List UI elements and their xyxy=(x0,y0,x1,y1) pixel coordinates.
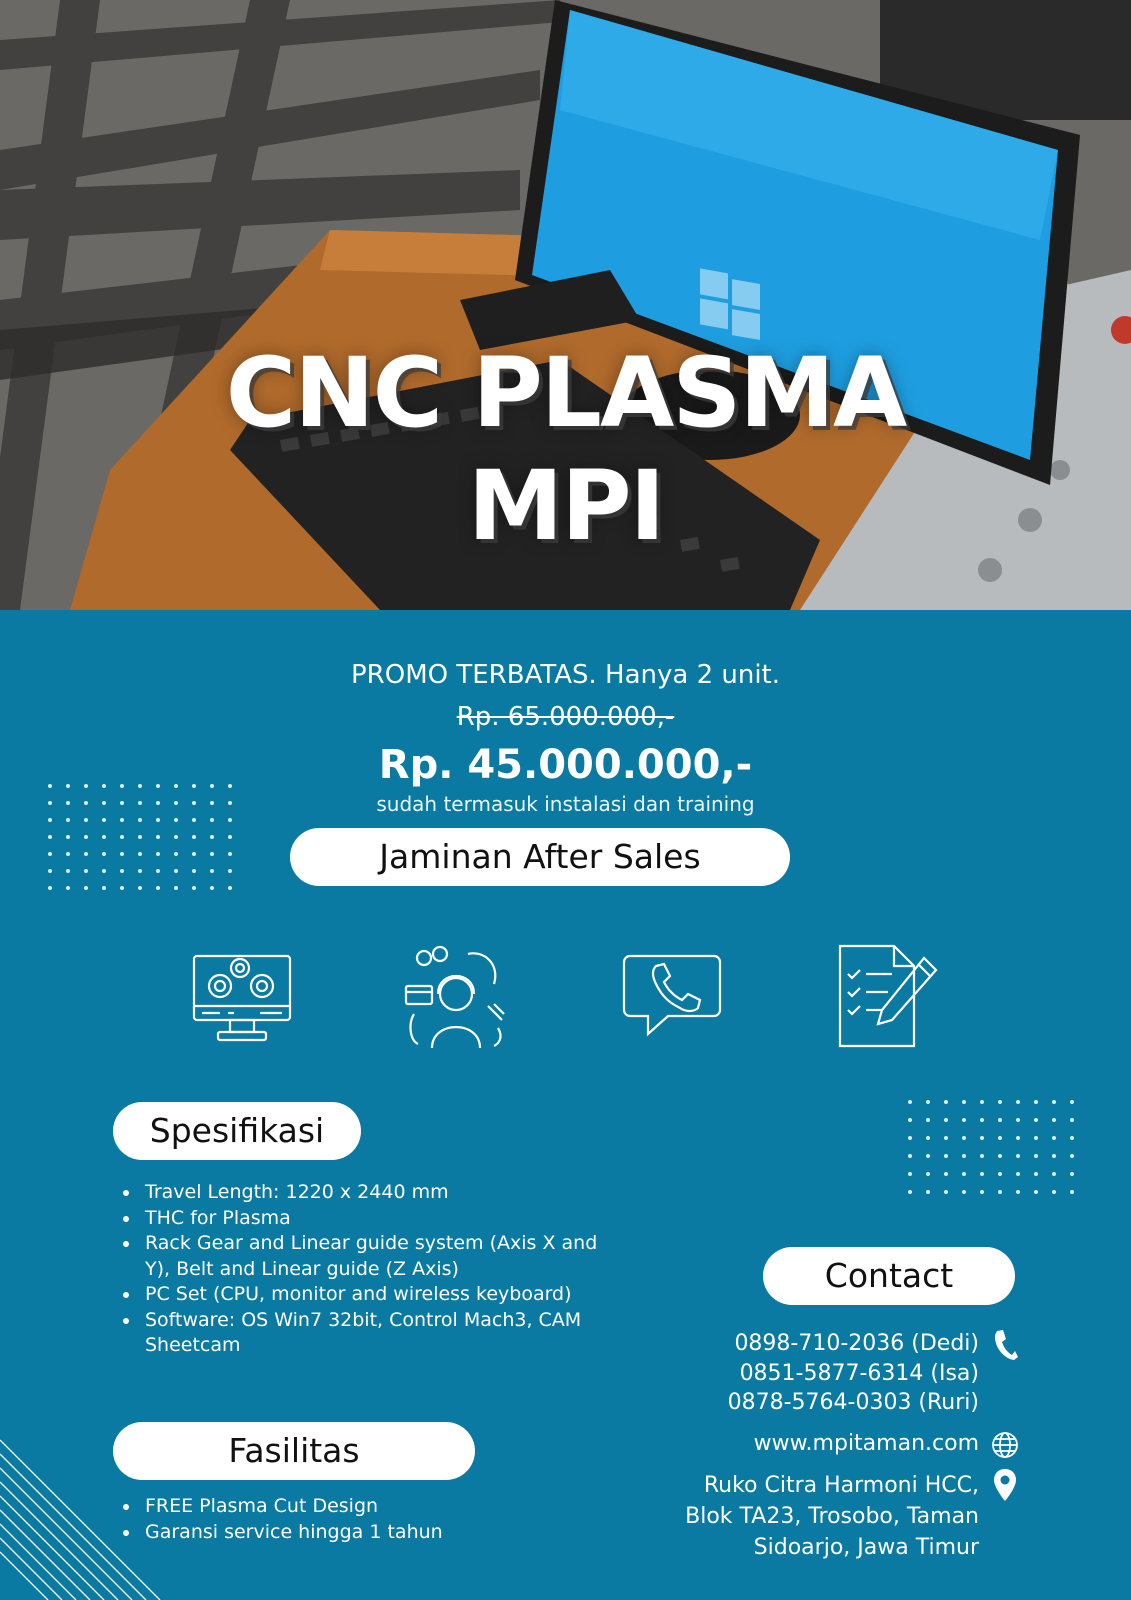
contact-heading: Contact xyxy=(763,1247,1015,1305)
globe-icon xyxy=(991,1431,1019,1459)
monitor-gears-icon xyxy=(190,944,294,1048)
fasilitas-heading: Fasilitas xyxy=(113,1422,475,1480)
phone-number[interactable]: 0851-5877-6314 (Isa) xyxy=(739,1360,979,1386)
spesifikasi-heading: Spesifikasi xyxy=(113,1102,361,1160)
price-note: sudah termasuk instalasi dan training xyxy=(376,792,755,816)
customer-service-agent-icon xyxy=(404,944,508,1048)
list-item: Software: OS Win7 32bit, Control Mach3, CAM Sheetcam xyxy=(113,1308,613,1359)
address xyxy=(685,1470,979,1563)
address-line: Ruko Citra Harmoni HCC, xyxy=(703,1473,979,1498)
list-item: PC Set (CPU, monitor and wireless keyboard) xyxy=(113,1282,613,1308)
list-item: Garansi service hingga 1 tahun xyxy=(113,1520,573,1546)
hero-title-line2: MPI xyxy=(467,450,664,562)
address-line: Sidoarjo, Jawa Timur xyxy=(753,1535,979,1560)
location-pin-icon xyxy=(993,1468,1017,1502)
new-price: Rp. 45.000.000,- xyxy=(378,742,753,788)
website-link[interactable]: www.mpitaman.com xyxy=(753,1431,979,1456)
hero-title-line1: CNC PLASMA xyxy=(225,337,906,449)
list-item: THC for Plasma xyxy=(113,1206,613,1232)
list-item: Rack Gear and Linear guide system (Axis X and Y), Belt and Linear guide (Z Axis) xyxy=(113,1231,613,1282)
checklist-pen-icon xyxy=(836,944,940,1048)
dot-grid-decoration-right xyxy=(906,1098,1086,1198)
old-price: Rp. 65.000.000,- xyxy=(456,702,675,732)
after-sales-heading: Jaminan After Sales xyxy=(290,828,790,886)
list-item: FREE Plasma Cut Design xyxy=(113,1494,573,1520)
fasilitas-list xyxy=(113,1494,573,1545)
phone-number[interactable]: 0898-710-2036 (Dedi) xyxy=(734,1331,979,1356)
address-line: Blok TA23, Trosobo, Taman xyxy=(685,1504,979,1529)
phone-numbers xyxy=(728,1329,979,1418)
list-item: Travel Length: 1220 x 2440 mm xyxy=(113,1180,613,1206)
phone-chat-icon xyxy=(622,944,726,1048)
promo-headline: PROMO TERBATAS. Hanya 2 unit. xyxy=(350,660,781,690)
phone-icon xyxy=(992,1329,1018,1361)
spesifikasi-list xyxy=(113,1180,613,1359)
hero-photo xyxy=(0,0,1131,610)
diagonal-lines-decoration xyxy=(0,1430,170,1600)
phone-number[interactable]: 0878-5764-0303 (Ruri) xyxy=(727,1390,979,1415)
